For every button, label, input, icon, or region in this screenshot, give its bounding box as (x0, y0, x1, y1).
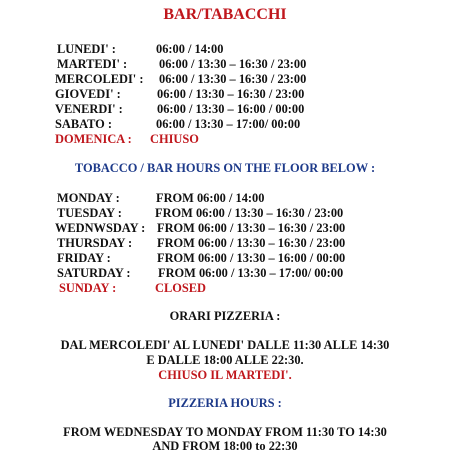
hours-value: FROM 06:00 / 13:30 – 16:00 / 00:00 (157, 251, 346, 265)
day-label: TUESDAY : (57, 206, 122, 220)
day-label: MONDAY : (57, 191, 120, 205)
day-label: SABATO : (55, 117, 113, 131)
hours-value: FROM 06:00 / 13:30 – 16:30 / 23:00 (157, 236, 346, 250)
day-label: MERCOLEDI' : (55, 72, 144, 86)
day-label: GIOVEDI' : (55, 87, 121, 101)
hours-value: FROM 06:00 / 14:00 (156, 191, 265, 205)
hours-value: FROM 06:00 / 13:30 – 17:00/ 00:00 (158, 266, 344, 280)
closed-status: CLOSED (155, 281, 206, 295)
pizzeria-heading-it: ORARI PIZZERIA : (169, 309, 281, 323)
day-label: VENERDI' : (55, 102, 123, 116)
day-label: LUNEDI' : (57, 42, 116, 56)
pizzeria-hours-it: DAL MERCOLEDI' AL LUNEDI' DALLE 11:30 ALLE 14:30 (60, 338, 390, 352)
section-heading: TOBACCO / BAR HOURS ON THE FLOOR BELOW : (74, 161, 376, 175)
day-label: FRIDAY : (57, 251, 111, 265)
hours-value: FROM 06:00 / 13:30 – 16:30 / 23:00 (155, 206, 344, 220)
pizzeria-hours-it-evening: E DALLE 18:00 ALLE 22:30. (146, 353, 304, 367)
day-label: MARTEDI' : (57, 57, 128, 71)
pizzeria-hours-en-evening: AND FROM 18:00 to 22:30 (152, 439, 298, 453)
hours-value: 06:00 / 13:30 – 17:00/ 00:00 (156, 117, 301, 131)
pizzeria-closed-it: CHIUSO IL MARTEDI'. (158, 368, 292, 382)
hours-value: 06:00 / 13:30 – 16:00 / 00:00 (157, 102, 305, 116)
day-label: WEDNWSDAY : (55, 221, 146, 235)
hours-value: 06:00 / 13:30 – 16:30 / 23:00 (159, 72, 307, 86)
pizzeria-hours-en: FROM WEDNESDAY TO MONDAY FROM 11:30 TO 14:30 (63, 425, 387, 439)
day-label: SATURDAY : (57, 266, 131, 280)
day-label: THURSDAY : (57, 236, 133, 250)
hours-value: 06:00 / 14:00 (156, 42, 224, 56)
hours-value: 06:00 / 13:30 – 16:30 / 23:00 (159, 57, 307, 71)
day-label: SUNDAY : (59, 281, 117, 295)
pizzeria-heading-en: PIZZERIA HOURS : (168, 396, 282, 410)
hours-value: FROM 06:00 / 13:30 – 16:30 / 23:00 (157, 221, 346, 235)
day-label: DOMENICA : (55, 132, 132, 146)
hours-value: 06:00 / 13:30 – 16:30 / 23:00 (157, 87, 305, 101)
closed-status: CHIUSO (150, 132, 199, 146)
page-title: BAR/TABACCHI (163, 6, 287, 23)
